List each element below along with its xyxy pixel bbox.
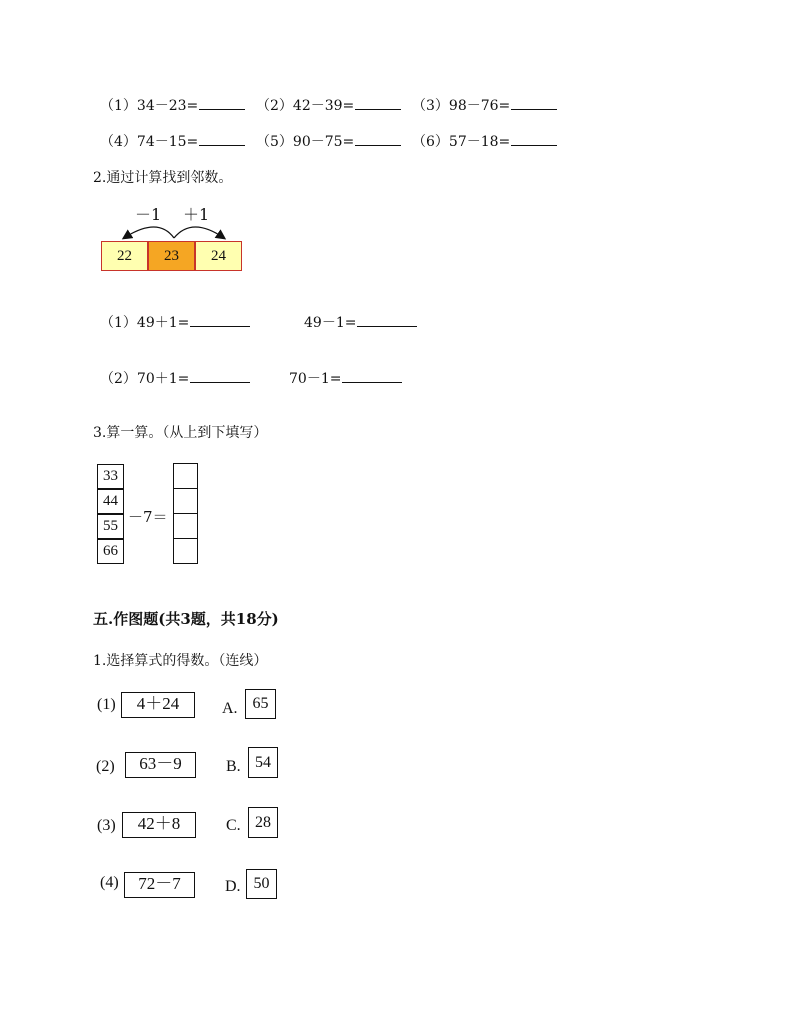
number-cell-center: 23 (148, 241, 195, 271)
q1-item-3: （3）98－76= (412, 95, 557, 115)
pair-4-letter: D. (225, 878, 241, 895)
q1-item-1: （1）34－23= (100, 95, 245, 115)
pair-3-letter: C. (226, 817, 241, 834)
section-5-heading: 五.作图题(共3题，共18分) (93, 610, 279, 628)
minus-one-label: －1 (135, 205, 162, 224)
section-5-q1-title: 1.选择算式的得数。（连线） (93, 653, 268, 669)
pair-2-expression[interactable]: 63－9 (125, 752, 196, 778)
answer-box-c[interactable]: 28 (248, 807, 278, 838)
result-box-2[interactable] (173, 488, 198, 514)
answer-blank[interactable] (190, 381, 250, 383)
answer-blank[interactable] (342, 381, 402, 383)
pair-4-expression[interactable]: 72－7 (124, 872, 195, 898)
q2-item-2-left: （2）70＋1= (100, 368, 250, 388)
q2-item-1-left: （1）49＋1= (100, 312, 250, 332)
pair-2-number: (2) (96, 758, 115, 775)
pair-4-number: (4) (100, 874, 119, 891)
q1-item-2: （2）42－39= (256, 95, 401, 115)
q2-title: 2.通过计算找到邻数。 (93, 170, 233, 186)
q1-item-5: （5）90－75= (256, 131, 401, 151)
answer-blank[interactable] (199, 144, 245, 146)
answer-box-d[interactable]: 50 (246, 869, 277, 899)
result-box-3[interactable] (173, 513, 198, 539)
answer-blank[interactable] (199, 108, 245, 110)
answer-blank[interactable] (355, 144, 401, 146)
number-cell-right: 24 (195, 241, 242, 271)
pair-1-letter: A. (222, 700, 238, 717)
pair-2-letter: B. (226, 758, 241, 775)
number-box-3: 55 (97, 514, 124, 539)
plus-one-label: ＋1 (183, 205, 210, 224)
q3-title: 3.算一算。（从上到下填写） (93, 425, 268, 441)
neighbor-arrows-diagram (100, 198, 250, 244)
answer-box-a[interactable]: 65 (245, 689, 276, 719)
q1-item-4: （4）74－15= (100, 131, 245, 151)
q2-item-2-right: 70－1= (289, 368, 402, 388)
number-box-2: 44 (97, 489, 124, 514)
subtract-operator: －7＝ (128, 508, 168, 526)
minus-arrow (124, 227, 174, 238)
answer-blank[interactable] (511, 108, 557, 110)
pair-3-expression[interactable]: 42＋8 (122, 812, 196, 838)
result-box-4[interactable] (173, 538, 198, 564)
answer-blank[interactable] (511, 144, 557, 146)
plus-arrow (174, 227, 224, 238)
number-box-1: 33 (97, 464, 124, 489)
number-box-4: 66 (97, 539, 124, 564)
pair-1-expression[interactable]: 4＋24 (121, 692, 195, 718)
number-cell-left: 22 (101, 241, 148, 271)
answer-blank[interactable] (190, 325, 250, 327)
pair-1-number: (1) (97, 696, 116, 713)
pair-3-number: (3) (97, 817, 116, 834)
answer-blank[interactable] (355, 108, 401, 110)
answer-blank[interactable] (357, 325, 417, 327)
q1-item-6: （6）57－18= (412, 131, 557, 151)
result-box-1[interactable] (173, 463, 198, 489)
q2-item-1-right: 49－1= (304, 312, 417, 332)
answer-box-b[interactable]: 54 (248, 747, 278, 778)
